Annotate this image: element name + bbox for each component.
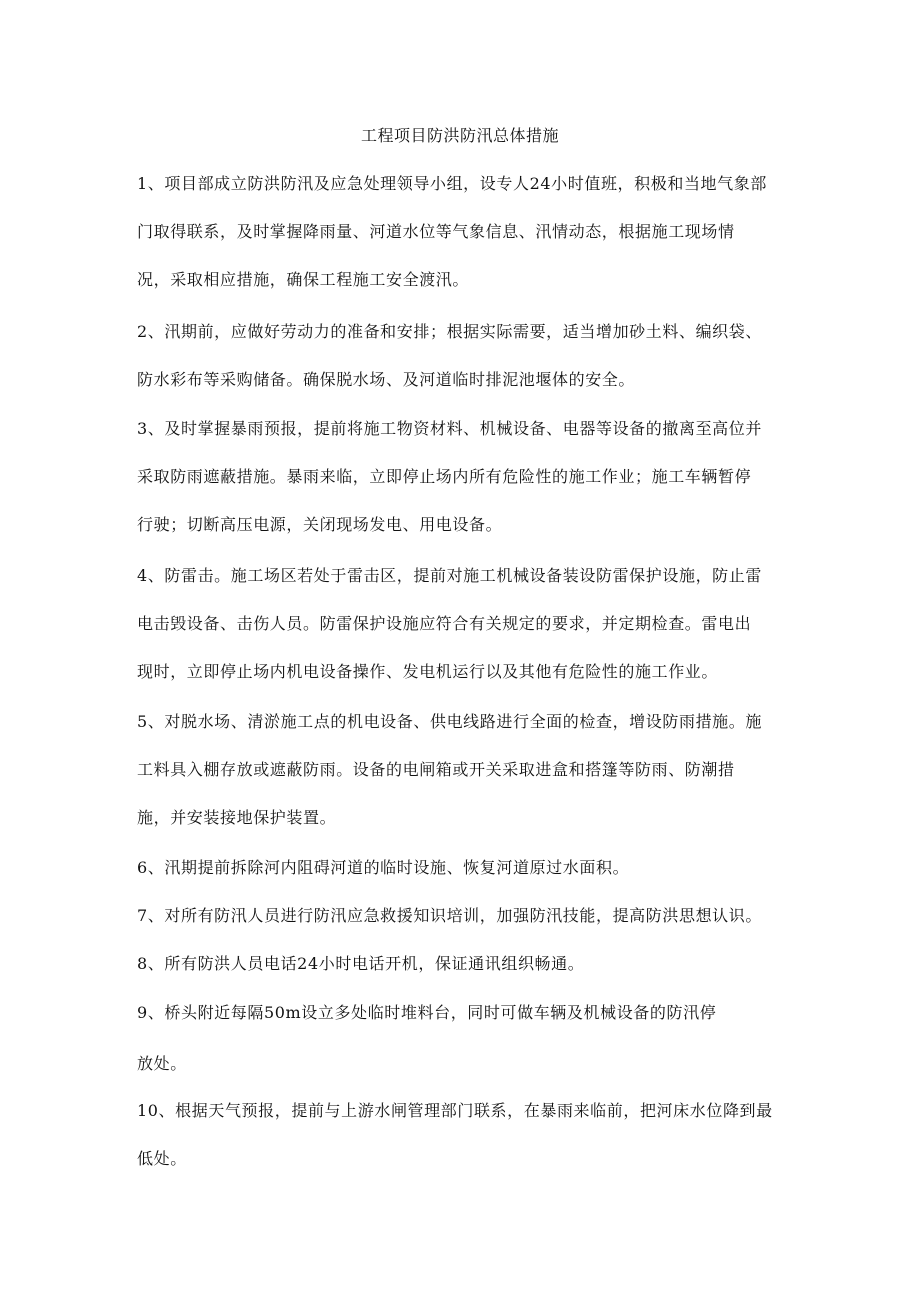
paragraph-line: 2、汛期前，应做好劳动力的准备和安排；根据实际需要，适当增加砂土料、编织袋、	[137, 322, 762, 341]
paragraph-line: 低处。	[137, 1149, 187, 1168]
paragraph-line: 施，并安装接地保护装置。	[137, 808, 337, 827]
paragraph-line: 5、对脱水场、清淤施工点的机电设备、供电线路进行全面的检查，增设防雨措施。施	[137, 712, 762, 731]
paragraph-line: 3、及时掌握暴雨预报，提前将施工物资材料、机械设备、电器等设备的撤离至高位并	[137, 419, 762, 438]
paragraph-line: 行驶；切断高压电源，关闭现场发电、用电设备。	[137, 515, 503, 534]
paragraph-line: 1、项目部成立防洪防汛及应急处理领导小组，设专人24小时值班，积极和当地气象部	[137, 174, 767, 193]
document-title: 工程项目防洪防汛总体措施	[360, 126, 559, 145]
paragraph-line: 现时，立即停止场内机电设备操作、发电机运行以及其他有危险性的施工作业。	[137, 662, 719, 681]
paragraph-line: 防水彩布等采购储备。确保脱水场、及河道临时排泥池堰体的安全。	[137, 370, 636, 389]
paragraph-line: 10、根据天气预报，提前与上游水闸管理部门联系，在暴雨来临前，把河床水位降到最	[137, 1101, 773, 1120]
paragraph-line: 况，采取相应措施，确保工程施工安全渡汛。	[137, 270, 470, 289]
paragraph-line: 6、汛期提前拆除河内阻碍河道的临时设施、恢复河道原过水面积。	[137, 858, 630, 877]
paragraph-line: 9、桥头附近每隔50m设立多处临时堆料台，同时可做车辆及机械设备的防汛停	[137, 1003, 717, 1022]
paragraph-line: 4、防雷击。施工场区若处于雷击区，提前对施工机械设备装设防雷保护设施，防止雷	[137, 566, 762, 585]
paragraph-line: 7、对所有防汛人员进行防汛应急救援知识培训，加强防汛技能，提高防洪思想认识。	[137, 906, 762, 925]
paragraph-line: 工料具入棚存放或遮蔽防雨。设备的电闸箱或开关采取进盒和搭篷等防雨、防潮措	[137, 760, 735, 779]
paragraph-line: 门取得联系，及时掌握降雨量、河道水位等气象信息、汛情动态，根据施工现场情	[137, 222, 735, 241]
paragraph-line: 采取防雨遮蔽措施。暴雨来临，立即停止场内所有危险性的施工作业；施工车辆暂停	[137, 467, 752, 486]
paragraph-line: 放处。	[137, 1054, 187, 1073]
paragraph-line: 电击毁设备、击伤人员。防雷保护设施应符合有关规定的要求，并定期检查。雷电出	[137, 614, 752, 633]
paragraph-line: 8、所有防洪人员电话24小时电话开机，保证通讯组织畅通。	[137, 954, 585, 973]
